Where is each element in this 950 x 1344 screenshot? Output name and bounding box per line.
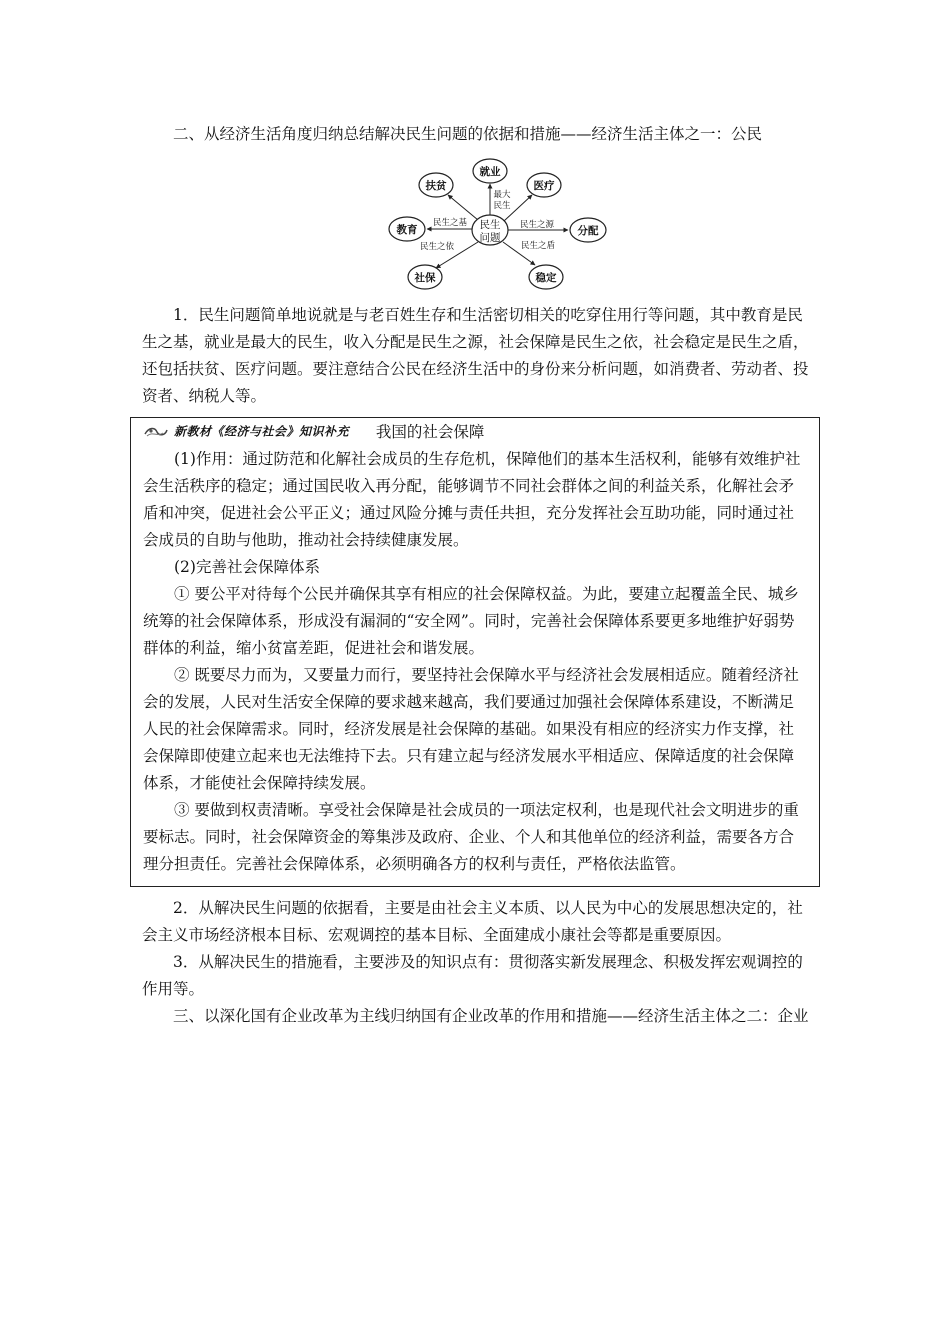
label-shield: 民生之盾 (520, 241, 556, 251)
label-biggest-2: 民生 (493, 201, 511, 211)
label-foundation: 民生之基 (432, 218, 468, 228)
node-social-security: 社保 (414, 272, 436, 284)
box-paragraph-5: ③ 要做到权责清晰。享受社会保障是社会成员的一项法定权利，也是现代社会文明进步的重要标志。同时，社会保障资金的筹集涉及政府、企业、个人和其他单位的经济利益，需要各方合理分担责任。完善社会保障体系，必须明确各方的权利与责任，严格依法监管。 (143, 801, 799, 873)
section-3-heading: 三、以深化国有企业改革为主线归纳国有企业改革的作用和措施——经济生活主体之二：企业 (173, 1007, 809, 1025)
paragraph-3: 3．从解决民生的措施看，主要涉及的知识点有：贯彻落实新发展理念、积极发挥宏观调控的作用等。 (142, 953, 803, 998)
node-medical: 医疗 (533, 180, 555, 192)
knowledge-supplement-box (130, 417, 820, 887)
node-education: 教育 (396, 224, 418, 236)
supplement-logo-text: 新教材《经济与社会》知识补充 (173, 424, 349, 439)
box-paragraph-3: ① 要公平对待每个公民并确保其享有相应的社会保障权益。为此，要建立起覆盖全民、城乡统筹的社会保障体系，形成没有漏洞的“安全网”。同时，完善社会保障体系要更多地维护好弱势群体的利益，缩小贫富差距，促进社会和谐发展。 (143, 585, 799, 657)
node-poverty: 扶贫 (425, 180, 447, 192)
arrow-poverty (448, 195, 478, 220)
box-paragraph-1: (1)作用：通过防范和化解社会成员的生存危机，保障他们的基本生活权利，能够有效维护社会生活秩序的稳定；通过国民收入再分配，能够调节不同社会群体之间的利益关系，化解社会矛盾和冲突，促进社会公平正义；通过风险分摊与责任共担，充分发挥社会互助功能，同时通过社会成员的自助与他助，推动社会持续健康发展。 (143, 450, 801, 549)
paragraph-1: 1．民生问题简单地说就是与老百姓生存和生活密切相关的吃穿住用行等问题，其中教育是民生之基，就业是最大的民生，收入分配是民生之源，社会保障是民生之依，社会稳定是民生之盾，还包括扶贫、医疗问题。要注意结合公民在经济生活中的身份来分析问题，如消费者、劳动者、投资者、纳税人等。 (142, 306, 809, 405)
box-paragraph-2: (2)完善社会保障体系 (174, 558, 320, 576)
box-paragraph-4: ② 既要尽力而为，又要量力而行，要坚持社会保障水平与经济社会发展相适应。随着经济社会的发展，人民对生活安全保障的要求越来越高，我们要通过加强社会保障体系建设，不断满足人民的社会保障需求。同时，经济发展是社会保障的基础。如果没有相应的经济实力作支撑，社会保障即使建立起来也无法维持下去。只有建立起与经济发展水平相适应、保障适度的社会保障体系，才能使社会保障持续发展。 (143, 666, 799, 792)
section-2-heading: 二、从经济生活角度归纳总结解决民生问题的依据和措施——经济生活主体之一：公民 (173, 125, 763, 143)
node-distribution: 分配 (577, 225, 599, 237)
label-reliance: 民生之依 (419, 242, 455, 252)
center-line1: 民生 (479, 219, 501, 231)
node-employment: 就业 (479, 166, 501, 178)
ornament-icon (143, 425, 169, 439)
box-header (143, 418, 808, 446)
label-source: 民生之源 (519, 220, 555, 230)
paragraph-2: 2．从解决民生问题的依据看，主要是由社会主义本质、以人民为中心的发展思想决定的，社会主义市场经济根本目标、宏观调控的基本目标、全面建成小康社会等都是重要原因。 (142, 899, 803, 944)
box-title: 我国的社会保障 (375, 422, 485, 441)
node-stability: 稳定 (535, 272, 557, 284)
center-line2: 问题 (479, 232, 501, 244)
livelihood-diagram (380, 152, 610, 292)
label-biggest-1: 最大 (493, 190, 511, 200)
